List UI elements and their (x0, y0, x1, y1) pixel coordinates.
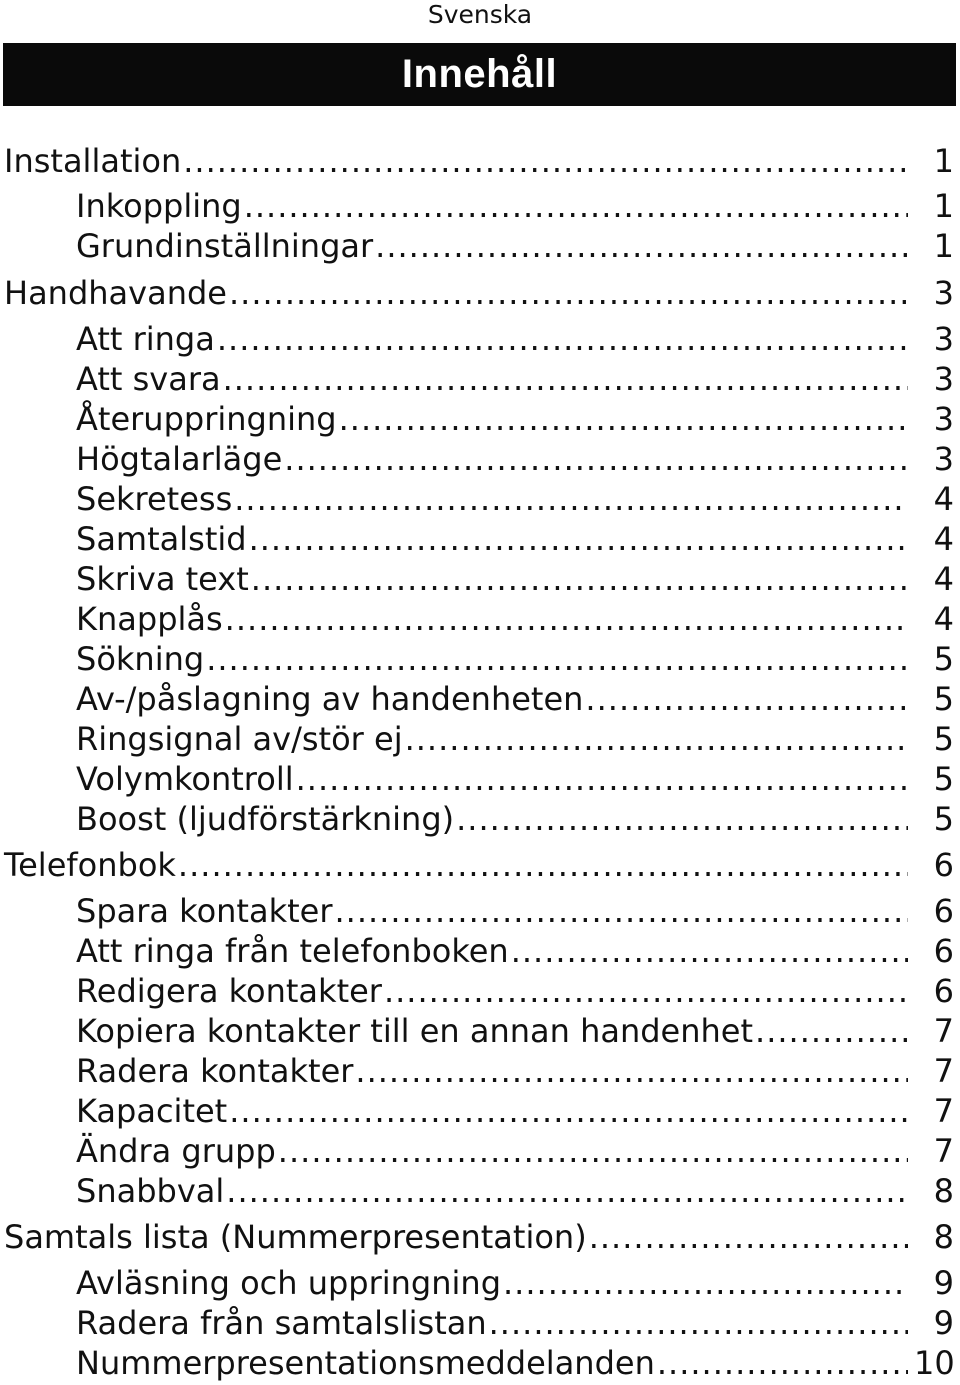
toc-entry-page: 3 (933, 400, 954, 438)
language-label: Svenska (427, 0, 533, 29)
toc-entry-page: 6 (933, 846, 954, 884)
toc-entry-label: Nummerpresentationsmeddelanden (76, 1344, 655, 1382)
toc-entry-label: Kopiera kontakter till en annan handenhet (76, 1012, 754, 1050)
toc-entry-label: Spara kontakter (76, 892, 333, 930)
toc-entry[interactable] (0, 186, 960, 226)
toc-entry-page: 4 (933, 520, 954, 558)
toc-entry-page: 7 (933, 1132, 954, 1170)
toc-entry[interactable] (0, 1303, 960, 1343)
toc-entry-page: 4 (933, 560, 954, 598)
toc-entry[interactable] (0, 319, 960, 359)
toc-leader-dots (225, 599, 908, 639)
toc-leader-dots (375, 226, 908, 266)
toc-leader-dots (585, 679, 908, 719)
toc-entry-page: 7 (933, 1012, 954, 1050)
toc-entry-page: 3 (933, 440, 954, 478)
toc-entry-page: 3 (933, 274, 954, 312)
toc-entry[interactable] (0, 1131, 960, 1171)
toc-entry-page: 8 (933, 1172, 954, 1210)
toc-entry[interactable] (0, 845, 960, 885)
toc-leader-dots (755, 1011, 908, 1051)
toc-entry-page: 9 (933, 1304, 954, 1342)
toc-leader-dots (489, 1303, 908, 1343)
toc-entry-label: Skriva text (76, 560, 249, 598)
toc-entry[interactable] (0, 891, 960, 931)
toc-entry[interactable] (0, 639, 960, 679)
toc-entry-label: Grundinställningar (76, 227, 374, 265)
toc-entry-label: Boost (ljudförstärkning) (76, 800, 455, 838)
toc-leader-dots (229, 273, 908, 313)
toc-entry[interactable] (0, 1217, 960, 1257)
toc-entry-label: Samtals lista (Nummerpresentation) (4, 1218, 587, 1256)
toc-leader-dots (589, 1217, 908, 1257)
toc-leader-dots (355, 1051, 908, 1091)
toc-entry-label: Knapplås (76, 600, 223, 638)
toc-entry-page: 9 (933, 1264, 954, 1302)
toc-entry-page: 5 (933, 760, 954, 798)
toc-entry-label: Snabbval (76, 1172, 225, 1210)
toc-entry[interactable] (0, 399, 960, 439)
toc-entry-page: 8 (933, 1218, 954, 1256)
toc-entry-page: 5 (933, 800, 954, 838)
toc-leader-dots (278, 1131, 908, 1171)
toc-entry-label: Radera från samtalslistan (76, 1304, 487, 1342)
toc-entry[interactable] (0, 226, 960, 266)
toc-leader-dots (511, 931, 908, 971)
toc-entry[interactable] (0, 439, 960, 479)
toc-entry-label: Att ringa från telefonboken (76, 932, 509, 970)
toc-leader-dots (251, 559, 908, 599)
toc-entry-page: 3 (933, 360, 954, 398)
toc-entry-label: Telefonbok (4, 846, 176, 884)
toc-entry[interactable] (0, 599, 960, 639)
toc-leader-dots (249, 519, 908, 559)
toc-entry-label: Ändra grupp (76, 1132, 276, 1170)
toc-entry[interactable] (0, 1343, 960, 1383)
toc-entry-page: 7 (933, 1092, 954, 1130)
toc-leader-dots (229, 1091, 908, 1131)
toc-leader-dots (234, 479, 908, 519)
toc-entry-label: Att svara (76, 360, 221, 398)
toc-entry[interactable] (0, 719, 960, 759)
toc-entry-page: 4 (933, 480, 954, 518)
toc-entry-page: 6 (933, 972, 954, 1010)
toc-entry-label: Redigera kontakter (76, 972, 382, 1010)
toc-entry[interactable] (0, 1091, 960, 1131)
toc-entry[interactable] (0, 799, 960, 839)
toc-entry[interactable] (0, 931, 960, 971)
toc-entry-label: Högtalarläge (76, 440, 283, 478)
toc-entry-page: 6 (933, 892, 954, 930)
toc-entry-page: 7 (933, 1052, 954, 1090)
toc-leader-dots (223, 359, 908, 399)
toc-entry-label: Handhavande (4, 274, 227, 312)
toc-leader-dots (339, 399, 908, 439)
toc-entry-label: Avläsning och uppringning (76, 1264, 501, 1302)
toc-entry-label: Installation (4, 142, 182, 180)
toc-entry-label: Inkoppling (76, 187, 242, 225)
title-bar (3, 43, 956, 106)
toc-leader-dots (503, 1263, 908, 1303)
toc-leader-dots (296, 759, 908, 799)
toc-entry-page: 5 (933, 640, 954, 678)
toc-entry[interactable] (0, 679, 960, 719)
toc-leader-dots (217, 319, 908, 359)
toc-entry[interactable] (0, 1171, 960, 1211)
toc-entry-label: Samtalstid (76, 520, 247, 558)
toc-entry[interactable] (0, 559, 960, 599)
toc-entry[interactable] (0, 971, 960, 1011)
toc-entry-label: Att ringa (76, 320, 215, 358)
toc-entry-label: Återuppringning (76, 400, 337, 438)
toc-entry-label: Sekretess (76, 480, 233, 518)
toc-entry[interactable] (0, 479, 960, 519)
page-title: Innehåll (401, 52, 558, 96)
toc-leader-dots (244, 186, 908, 226)
toc-entry-page: 4 (933, 600, 954, 638)
toc-entry-page: 1 (933, 187, 954, 225)
toc-entry[interactable] (0, 1011, 960, 1051)
toc-leader-dots (284, 439, 908, 479)
toc-entry[interactable] (0, 1051, 960, 1091)
toc-entry-page: 6 (933, 932, 954, 970)
toc-entry[interactable] (0, 759, 960, 799)
toc-entry-page: 3 (933, 320, 954, 358)
toc-leader-dots (384, 971, 908, 1011)
toc-entry[interactable] (0, 519, 960, 559)
toc-leader-dots (657, 1343, 908, 1383)
toc-entry[interactable] (0, 141, 960, 181)
toc-leader-dots (178, 845, 908, 885)
toc-entry-label: Sökning (76, 640, 205, 678)
toc-entry-page: 10 (914, 1344, 955, 1382)
toc-entry-page: 1 (933, 142, 954, 180)
toc-entry-label: Radera kontakter (76, 1052, 354, 1090)
toc-leader-dots (405, 719, 908, 759)
toc-entry[interactable] (0, 359, 960, 399)
toc-entry-page: 1 (933, 227, 954, 265)
toc-leader-dots (335, 891, 909, 931)
toc-entry[interactable] (0, 1263, 960, 1303)
toc-entry-label: Av-/påslagning av handenheten (76, 680, 584, 718)
toc-leader-dots (226, 1171, 908, 1211)
toc-leader-dots (206, 639, 908, 679)
toc-leader-dots (456, 799, 908, 839)
toc-entry-label: Kapacitet (76, 1092, 228, 1130)
toc-entry[interactable] (0, 273, 960, 313)
toc-entry-label: Volymkontroll (76, 760, 294, 798)
toc-entry-page: 5 (933, 720, 954, 758)
toc-entry-label: Ringsignal av/stör ej (76, 720, 403, 758)
toc-entry-page: 5 (933, 680, 954, 718)
toc-leader-dots (183, 141, 908, 181)
